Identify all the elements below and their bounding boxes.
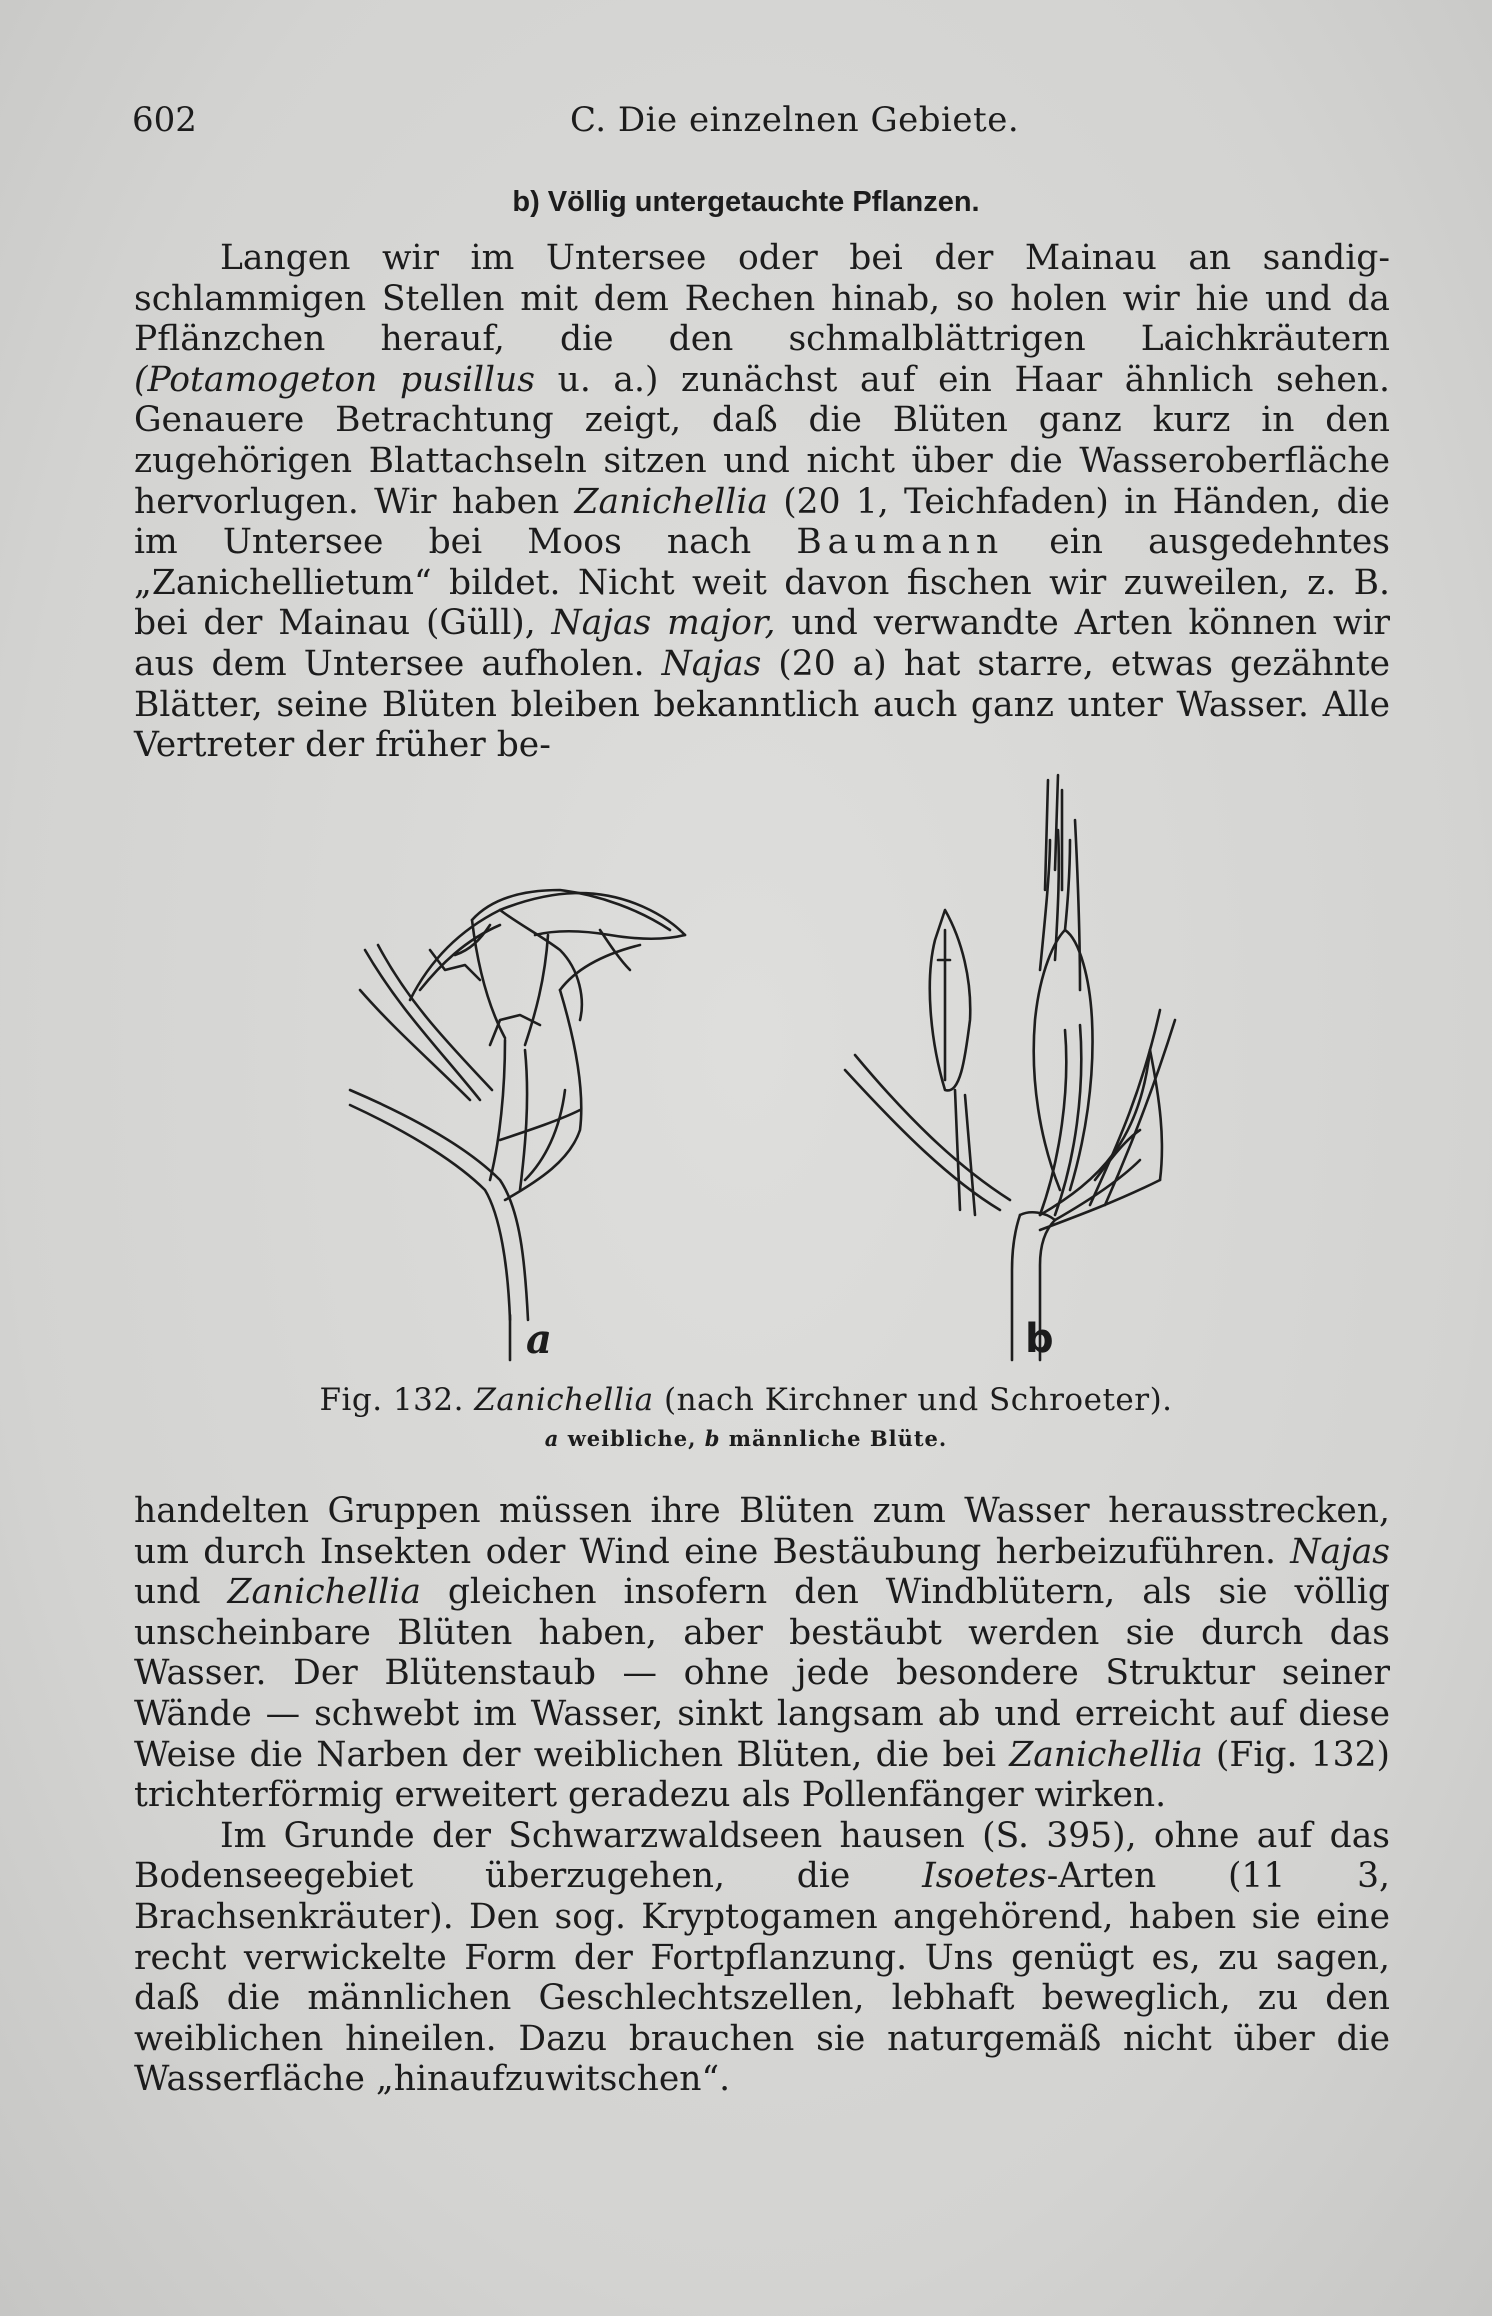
species-name: Najas major, bbox=[551, 603, 776, 644]
legend-text: männliche Blüte. bbox=[720, 1426, 948, 1451]
caption-genus: Zanichellia bbox=[474, 1382, 654, 1418]
paragraph-pollination bbox=[134, 1491, 1390, 1816]
legend-key-a: a bbox=[544, 1426, 560, 1451]
text-run: -Arten (11 3, Brachsenkräuter). Den sog. Kryptogamen angehörend, haben sie eine recht verwickelte Form der Fortpflanzung. Uns genügt es, zu sagen, daß die männlichen Geschlechtszellen, lebhaft beweglich, zu den weiblichen hineilen. Dazu brauchen sie naturgemäß nicht über die Wasserfläche „hinaufzuwitschen“. bbox=[134, 1856, 1391, 2100]
text-run: (20 1, Teichfaden) in Händen, die im Untersee bei Moos nach bbox=[134, 481, 1390, 563]
paragraph-isoetes bbox=[134, 1816, 1390, 2100]
zanichellia-illustration bbox=[0, 760, 1492, 1380]
text-run: und bbox=[134, 1572, 228, 1613]
caption-source: (nach Kirchner und Schroeter). bbox=[653, 1382, 1173, 1418]
figure-legend bbox=[0, 1426, 1492, 1451]
text-run: Langen wir im Untersee oder bei der Mainau an sandig-schlammigen Stellen mit dem Rechen hinab, so holen wir hie und da Pflänzchen herauf, die den schmalblättrigen Laichkräutern bbox=[134, 238, 1390, 360]
genus-name: Isoetes bbox=[922, 1856, 1047, 1897]
legend-key-b: b bbox=[704, 1426, 721, 1451]
genus-name: Najas bbox=[661, 643, 762, 684]
figure-label-b: b bbox=[1025, 1316, 1054, 1362]
text-run: (Fig. 132) trichterförmig erweitert geradezu als Pollenfänger wirken. bbox=[134, 1734, 1390, 1816]
figure-caption bbox=[0, 1382, 1492, 1418]
text-run: handelten Gruppen müssen ihre Blüten zum Wasser herausstrecken, um durch Insekten oder Wind eine Bestäubung herbeizuführen. bbox=[134, 1491, 1390, 1572]
page-header bbox=[132, 100, 1382, 150]
text-run: (20 a) hat starre, etwas gezähnte Blätter, seine Blüten bleiben bekanntlich auch ganz unter Wasser. Alle Vertreter der früher be- bbox=[134, 643, 1390, 766]
text-run: ein ausgedehntes „Zanichellietum“ bildet. Nicht weit davon fischen wir zuweilen, z. B. bei der Mainau (Güll), bbox=[134, 522, 1391, 644]
running-head: C. Die einzelnen Gebiete. bbox=[570, 100, 1020, 140]
legend-text: weibliche, bbox=[559, 1426, 705, 1451]
species-name: (Potamogeton pusillus bbox=[134, 359, 535, 400]
caption-figure-number: Fig. 132. bbox=[319, 1382, 475, 1418]
genus-name: Zanichellia bbox=[574, 481, 768, 522]
page-number: 602 bbox=[132, 100, 197, 140]
male-flower-drawing bbox=[845, 775, 1175, 1360]
genus-name: Zanichellia bbox=[227, 1572, 421, 1613]
genus-name: Zanichellia bbox=[1009, 1734, 1203, 1775]
text-run: Im Grunde der Schwarzwaldseen hausen (S. 395), ohne auf das Bodenseegebiet überzugehen, die bbox=[134, 1815, 1390, 1897]
female-flower-drawing bbox=[350, 890, 685, 1360]
genus-name: Najas bbox=[1290, 1531, 1390, 1572]
text-block-upper bbox=[134, 238, 1390, 766]
figure-132 bbox=[0, 760, 1492, 1460]
section-title: b) Völlig untergetauchte Pflanzen. bbox=[512, 186, 980, 218]
paragraph-zanichellia-najas bbox=[134, 238, 1390, 766]
text-block-lower bbox=[134, 1491, 1390, 2100]
text-run: u. a.) zunächst auf ein Haar ähnlich sehen. Genauere Betrachtung zeigt, daß die Blüten ganz kurz in den zugehörigen Blattachseln sitzen und nicht über die Wasseroberfläche hervorlugen. Wir haben bbox=[134, 359, 1390, 522]
figure-label-a: a bbox=[526, 1316, 552, 1363]
text-run: gleichen insofern den Windblütern, als sie völlig unscheinbare Blüten haben, aber bestäubt werden sie durch das Wasser. Der Blütenstaub — ohne jede besondere Struktur seiner Wände — schwebt im Wasser, sinkt langsam ab und erreicht auf diese Weise die Narben der weiblichen Blüten, die bei bbox=[134, 1572, 1390, 1775]
author-name: Baumann bbox=[796, 522, 1005, 563]
text-run: und verwandte Arten können wir aus dem Untersee aufholen. bbox=[134, 603, 1390, 684]
